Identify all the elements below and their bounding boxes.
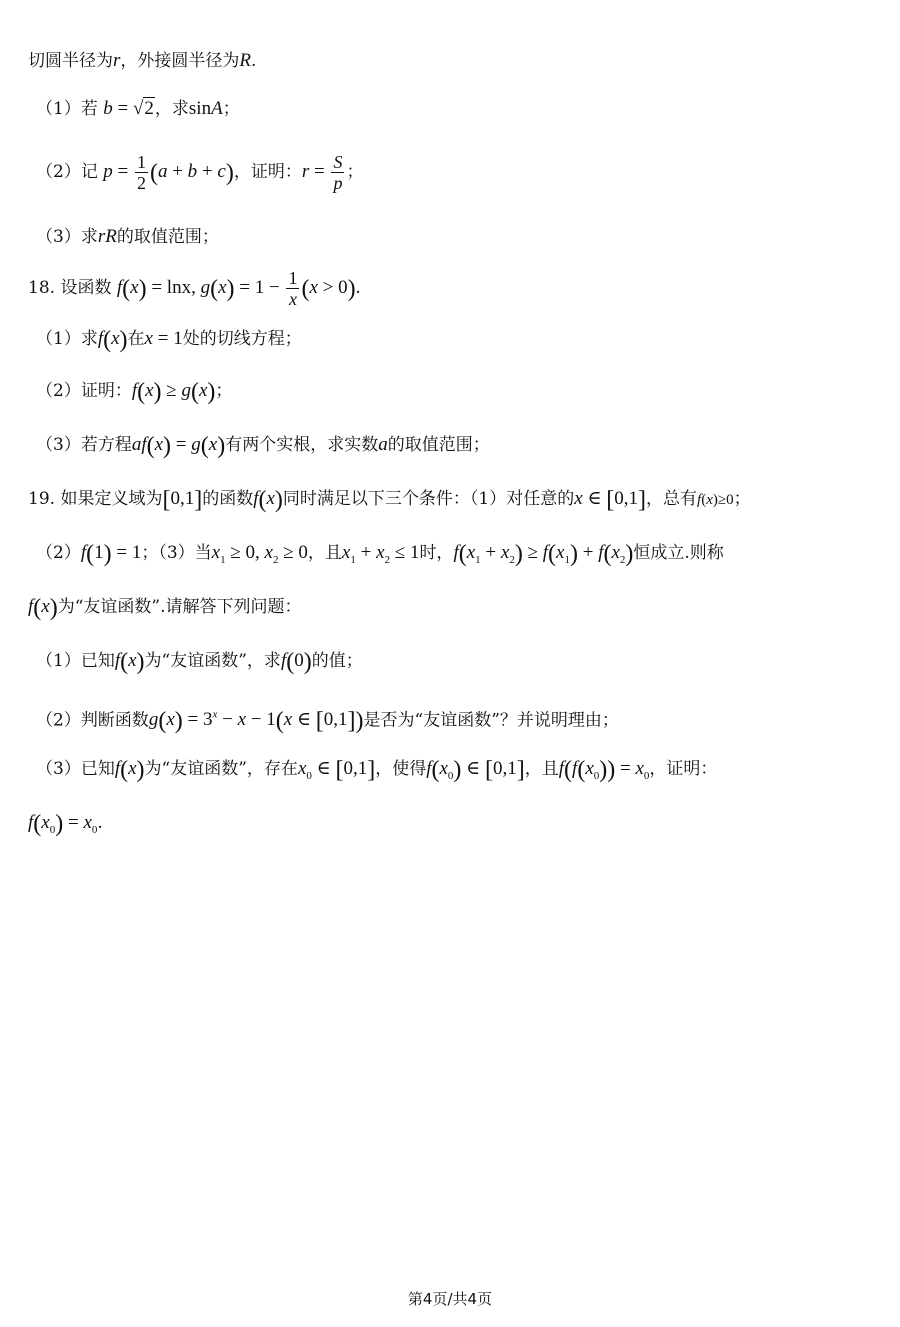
q19-conclusion	[28, 806, 103, 847]
text: 的值；	[311, 651, 363, 671]
math: sinA	[188, 98, 223, 119]
text: （3）求	[36, 227, 98, 247]
text: （3）若方程	[36, 435, 132, 455]
text: .	[251, 51, 257, 71]
text-line-1	[28, 44, 256, 78]
text: 为“友谊函数”，求	[144, 651, 281, 671]
question-18	[28, 268, 360, 309]
math: $f(x_0)$ ∈ [0,1]	[426, 757, 525, 783]
text: 有两个实根，求实数	[225, 435, 379, 455]
text: ，总有	[646, 489, 698, 509]
math: x = 1	[144, 328, 183, 349]
q19-conditions	[36, 536, 724, 577]
q18-part-2	[36, 374, 232, 409]
math: [0,1]	[162, 487, 203, 513]
text: ，且	[524, 759, 559, 779]
text: ；	[222, 99, 240, 119]
math: a	[378, 434, 388, 455]
math: $x_1 \ge 0$, $x_2 \ge 0$	[211, 542, 308, 566]
text: 同时满足以下三个条件：（1）对任意的	[282, 489, 575, 509]
text: 的函数	[202, 489, 254, 509]
math: r = $\frac{S}{p}$	[301, 152, 343, 193]
text: 18. 设函数	[28, 277, 112, 298]
q19-definition	[28, 590, 302, 625]
math: $f(f(x_0)) = x_0$	[558, 757, 650, 783]
text: 时，	[419, 543, 454, 563]
math: f(x)	[114, 649, 145, 675]
text: ；	[346, 161, 364, 182]
text: ，使得	[375, 759, 427, 779]
math: f(x)	[253, 487, 283, 513]
text: ；	[215, 381, 233, 401]
text: 切圆半径为	[28, 51, 113, 71]
text: （2）证明：	[36, 381, 132, 401]
text-line-2	[36, 92, 240, 126]
math: rR	[97, 226, 117, 247]
text: （2）判断函数	[36, 710, 149, 731]
text: （3）已知	[36, 759, 115, 779]
math: f(x)	[28, 595, 58, 621]
math: R	[239, 50, 252, 71]
q19-part-2	[36, 698, 619, 738]
text: 在	[127, 329, 145, 349]
text: 恒成立.则称	[633, 543, 724, 563]
math: b = √2	[103, 98, 154, 119]
q18-part-3	[36, 428, 490, 463]
text-line-4	[36, 220, 219, 254]
math: f(x)≥0	[697, 492, 734, 508]
math: $f(x_1 + x_2) \ge f(x_1) + f(x_2)$	[453, 541, 634, 567]
text: （1）已知	[36, 651, 115, 671]
math: af(x) = g(x)	[131, 433, 226, 459]
math: f(x)	[114, 757, 145, 783]
math: $f(x_0) = x_0$	[28, 811, 98, 837]
math: x ∈ [0,1]	[574, 487, 647, 513]
text: ，证明：	[233, 161, 302, 182]
text: 为“友谊函数”.请解答下列问题：	[57, 597, 302, 617]
q19-part-3	[36, 752, 717, 793]
text: .	[97, 813, 103, 833]
text: ，外接圆半径为	[120, 51, 240, 71]
math: f(x) ≥ g(x)	[131, 379, 216, 405]
text: 的取值范围；	[387, 435, 490, 455]
text: ，且	[307, 543, 342, 563]
text: 为“友谊函数”，存在	[144, 759, 298, 779]
text: （2）记	[36, 161, 98, 182]
text: （2）	[36, 543, 81, 563]
text: （1）若	[36, 99, 98, 119]
text: ；（3）当	[141, 543, 212, 563]
text: （1）求	[36, 329, 98, 349]
text: ；	[733, 489, 751, 509]
math: f(x)	[97, 327, 128, 353]
q19-part-1	[36, 644, 363, 679]
page-number: 第4页/共4页	[407, 1290, 493, 1308]
math: r	[113, 50, 121, 71]
math: $x_0$ ∈ [0,1]	[297, 757, 376, 783]
math: $x_1 + x_2 \le 1$	[341, 542, 420, 566]
text: 处的切线方程；	[182, 329, 302, 349]
text: ，证明：	[649, 759, 718, 779]
text-line-3	[36, 152, 363, 193]
question-19	[28, 482, 751, 517]
math: p = $\frac{1}{2}$ (a + b + c)	[103, 152, 234, 193]
math: $g(x) = 3^x - x - 1(x$ ∈ [0,1])	[148, 708, 364, 735]
math: f(1) = 1	[80, 541, 142, 567]
math: f(x) = lnx, g(x) = 1 − $\frac{1}{x}$ (x > 0).	[116, 268, 361, 309]
text: 的取值范围；	[116, 227, 219, 247]
text: 19. 如果定义域为	[28, 489, 163, 509]
q18-part-1	[36, 322, 302, 357]
text: 是否为“友谊函数”？并说明理由；	[363, 710, 619, 731]
math: f(0)	[280, 649, 312, 675]
text: ，求	[154, 99, 189, 119]
